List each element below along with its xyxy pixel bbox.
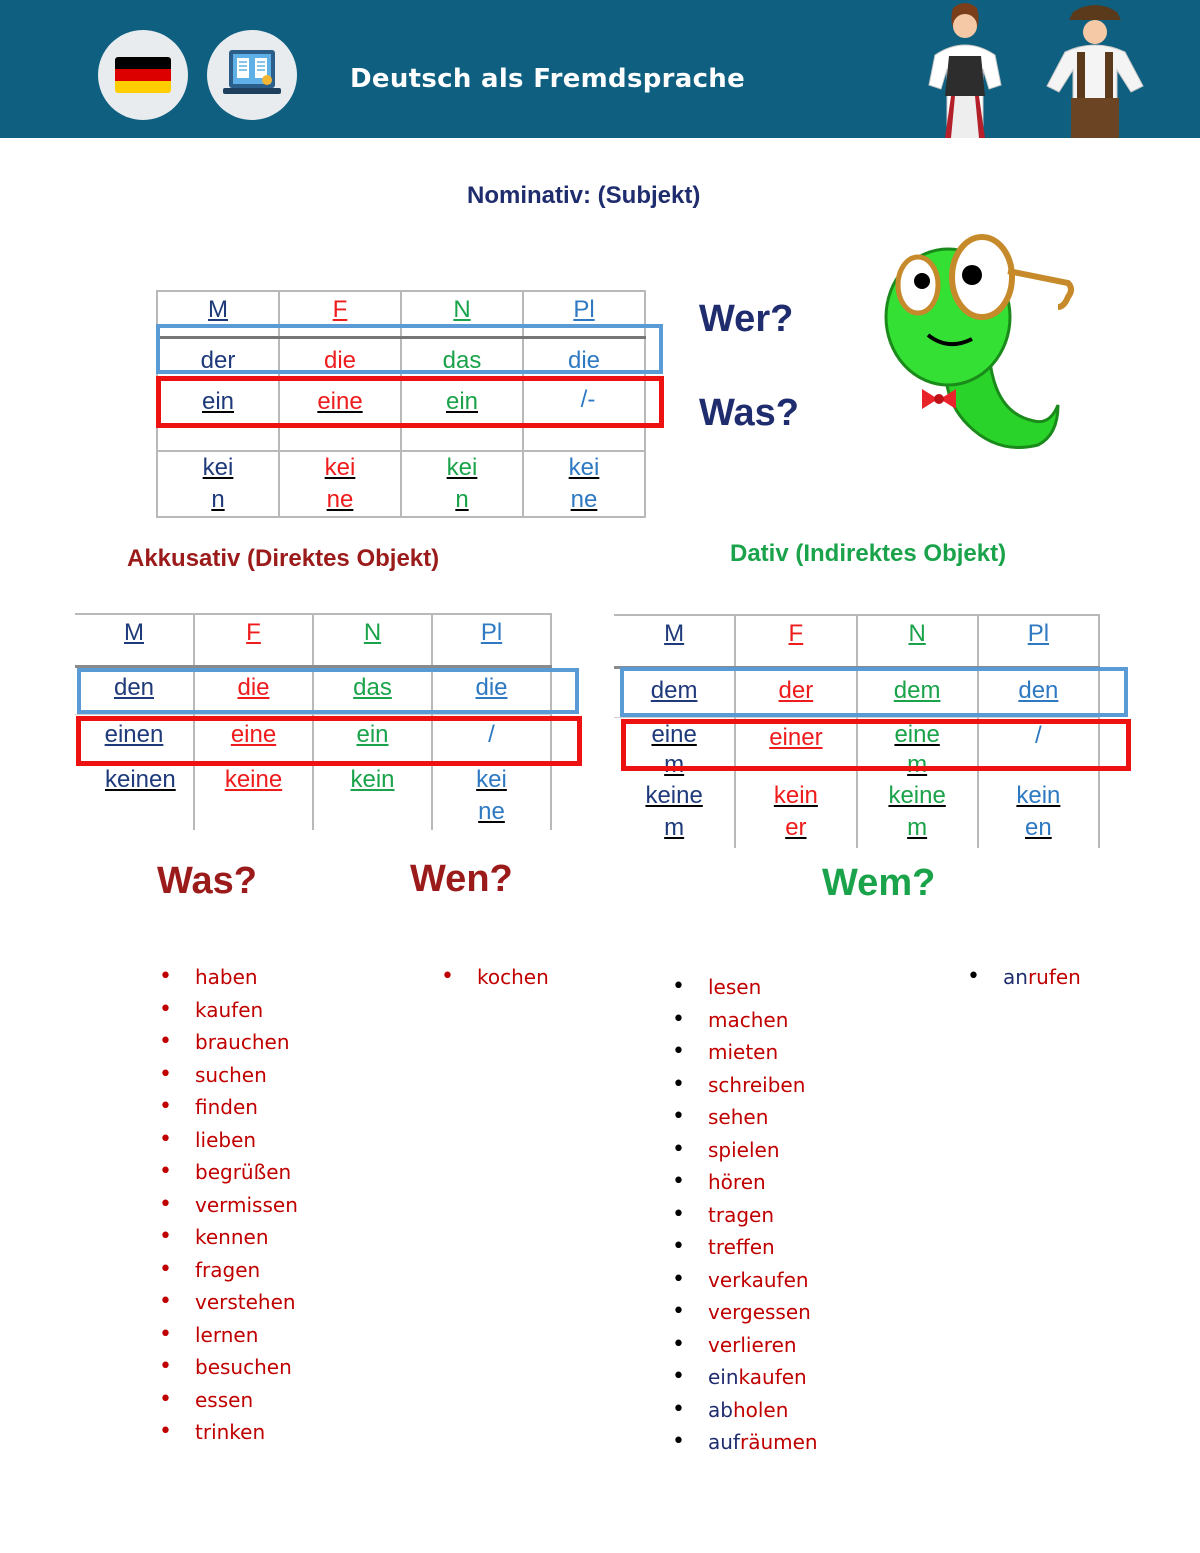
dat-negative-f: keiner <box>735 780 856 848</box>
list-item: • einkaufen <box>708 1364 818 1397</box>
list-item: • abholen <box>708 1397 818 1430</box>
question-wer: Wer? <box>699 298 794 340</box>
header-n: N <box>401 291 523 337</box>
dativ-verb-list <box>708 974 818 1462</box>
list-item: • vermissen <box>195 1192 298 1225</box>
list-item: • verkaufen <box>708 1267 818 1300</box>
indefinite-pl: /- <box>523 379 645 451</box>
dat-header-pl: Pl <box>978 615 1099 667</box>
definite-n: das <box>401 337 523 379</box>
indefinite-n: ein <box>401 379 523 451</box>
akk-definite-m: den <box>75 666 194 714</box>
nominativ-title: Nominativ: (Subjekt) <box>467 182 701 209</box>
dat-definite-m: dem <box>614 667 735 717</box>
bookworm-icon <box>878 225 1078 470</box>
list-item: • schreiben <box>708 1072 818 1105</box>
german-flag-icon <box>115 57 171 93</box>
header-m: M <box>157 291 279 337</box>
flag-badge <box>98 30 188 120</box>
dat-definite-f: der <box>735 667 856 717</box>
dat-definite-pl: den <box>978 667 1099 717</box>
list-item: • finden <box>195 1094 298 1127</box>
list-item: • hören <box>708 1169 818 1202</box>
akk-negative-m: keinen <box>75 764 194 830</box>
dat-header-f: F <box>735 615 856 667</box>
dat-negative-n: keinem <box>857 780 978 848</box>
akkusativ-definite-highlight <box>77 668 579 714</box>
dat-negative-m: keinem <box>614 780 735 848</box>
list-item: • lesen <box>708 974 818 1007</box>
akk-header-m: M <box>75 614 194 666</box>
list-item: • begrüßen <box>195 1159 298 1192</box>
list-item: • fragen <box>195 1257 298 1290</box>
dat-header-m: M <box>614 615 735 667</box>
akk-definite-pl: die <box>432 666 551 714</box>
negative-f: keine <box>279 451 401 517</box>
akk-negative-f: keine <box>194 764 313 830</box>
list-item: • suchen <box>195 1062 298 1095</box>
definite-m: der <box>157 337 279 379</box>
laptop-book-icon <box>207 30 297 120</box>
header-title: Deutsch als Fremdsprache <box>350 64 746 94</box>
list-item: • machen <box>708 1007 818 1040</box>
list-item: • kochen <box>477 964 549 997</box>
nominativ-definite-highlight <box>156 324 663 374</box>
akk-header-f: F <box>194 614 313 666</box>
list-item: • haben <box>195 964 298 997</box>
akk-indefinite-f: eine <box>194 714 313 764</box>
list-item: • essen <box>195 1387 298 1420</box>
page-header <box>0 0 1200 138</box>
nominativ-indefinite-highlight <box>156 376 664 428</box>
dat-negative-pl: keinen <box>978 780 1099 848</box>
list-item: • sehen <box>708 1104 818 1137</box>
dat-definite-n: dem <box>857 667 978 717</box>
negative-m: kein <box>157 451 279 517</box>
list-item: • treffen <box>708 1234 818 1267</box>
list-item: • vergessen <box>708 1299 818 1332</box>
akkusativ-verb-list-2 <box>477 964 549 997</box>
question-wen: Wen? <box>410 858 513 900</box>
indefinite-f: eine <box>279 379 401 451</box>
question-was-akkusativ: Was? <box>157 860 257 902</box>
question-wem: Wem? <box>822 862 936 904</box>
akkusativ-indefinite-highlight <box>76 716 582 766</box>
definite-f: die <box>279 337 401 379</box>
list-item: • trinken <box>195 1419 298 1452</box>
akk-header-n: N <box>313 614 432 666</box>
list-item: • mieten <box>708 1039 818 1072</box>
question-was-nominativ: Was? <box>699 392 799 434</box>
dativ-verb-list-2 <box>1003 964 1081 997</box>
list-item: • lernen <box>195 1322 298 1355</box>
header-f: F <box>279 291 401 337</box>
list-item: • aufräumen <box>708 1429 818 1462</box>
dativ-title: Dativ (Indirektes Objekt) <box>730 540 1007 567</box>
akk-header-pl: Pl <box>432 614 551 666</box>
list-item: • lieben <box>195 1127 298 1160</box>
akkusativ-verb-list <box>195 964 298 1452</box>
dativ-definite-highlight <box>620 667 1128 717</box>
list-item: • brauchen <box>195 1029 298 1062</box>
akkusativ-title: Akkusativ (Direktes Objekt) <box>127 545 440 572</box>
negative-n: kein <box>401 451 523 517</box>
dat-indefinite-n: einem <box>857 717 978 780</box>
dat-indefinite-f: einer <box>735 717 856 780</box>
dat-header-n: N <box>857 615 978 667</box>
dativ-indefinite-highlight <box>621 719 1131 771</box>
list-item: • kennen <box>195 1224 298 1257</box>
list-item: • verlieren <box>708 1332 818 1365</box>
list-item: • tragen <box>708 1202 818 1235</box>
list-item: • verstehen <box>195 1289 298 1322</box>
akk-indefinite-pl: / <box>432 714 551 764</box>
dat-indefinite-m: einem <box>614 717 735 780</box>
header-pl: Pl <box>523 291 645 337</box>
negative-pl: keine <box>523 451 645 517</box>
indefinite-m: ein <box>157 379 279 451</box>
akk-indefinite-n: ein <box>313 714 432 764</box>
akk-negative-n: kein <box>313 764 432 830</box>
list-item: • kaufen <box>195 997 298 1030</box>
list-item: • spielen <box>708 1137 818 1170</box>
dat-indefinite-pl: / <box>978 717 1099 780</box>
akk-indefinite-m: einen <box>75 714 194 764</box>
bavarian-couple-icon <box>905 0 1175 138</box>
akk-definite-n: das <box>313 666 432 714</box>
definite-pl: die <box>523 337 645 379</box>
akk-negative-pl: keine <box>432 764 551 830</box>
akk-definite-f: die <box>194 666 313 714</box>
laptop-badge <box>207 30 297 120</box>
list-item: • besuchen <box>195 1354 298 1387</box>
list-item: • anrufen <box>1003 964 1081 997</box>
